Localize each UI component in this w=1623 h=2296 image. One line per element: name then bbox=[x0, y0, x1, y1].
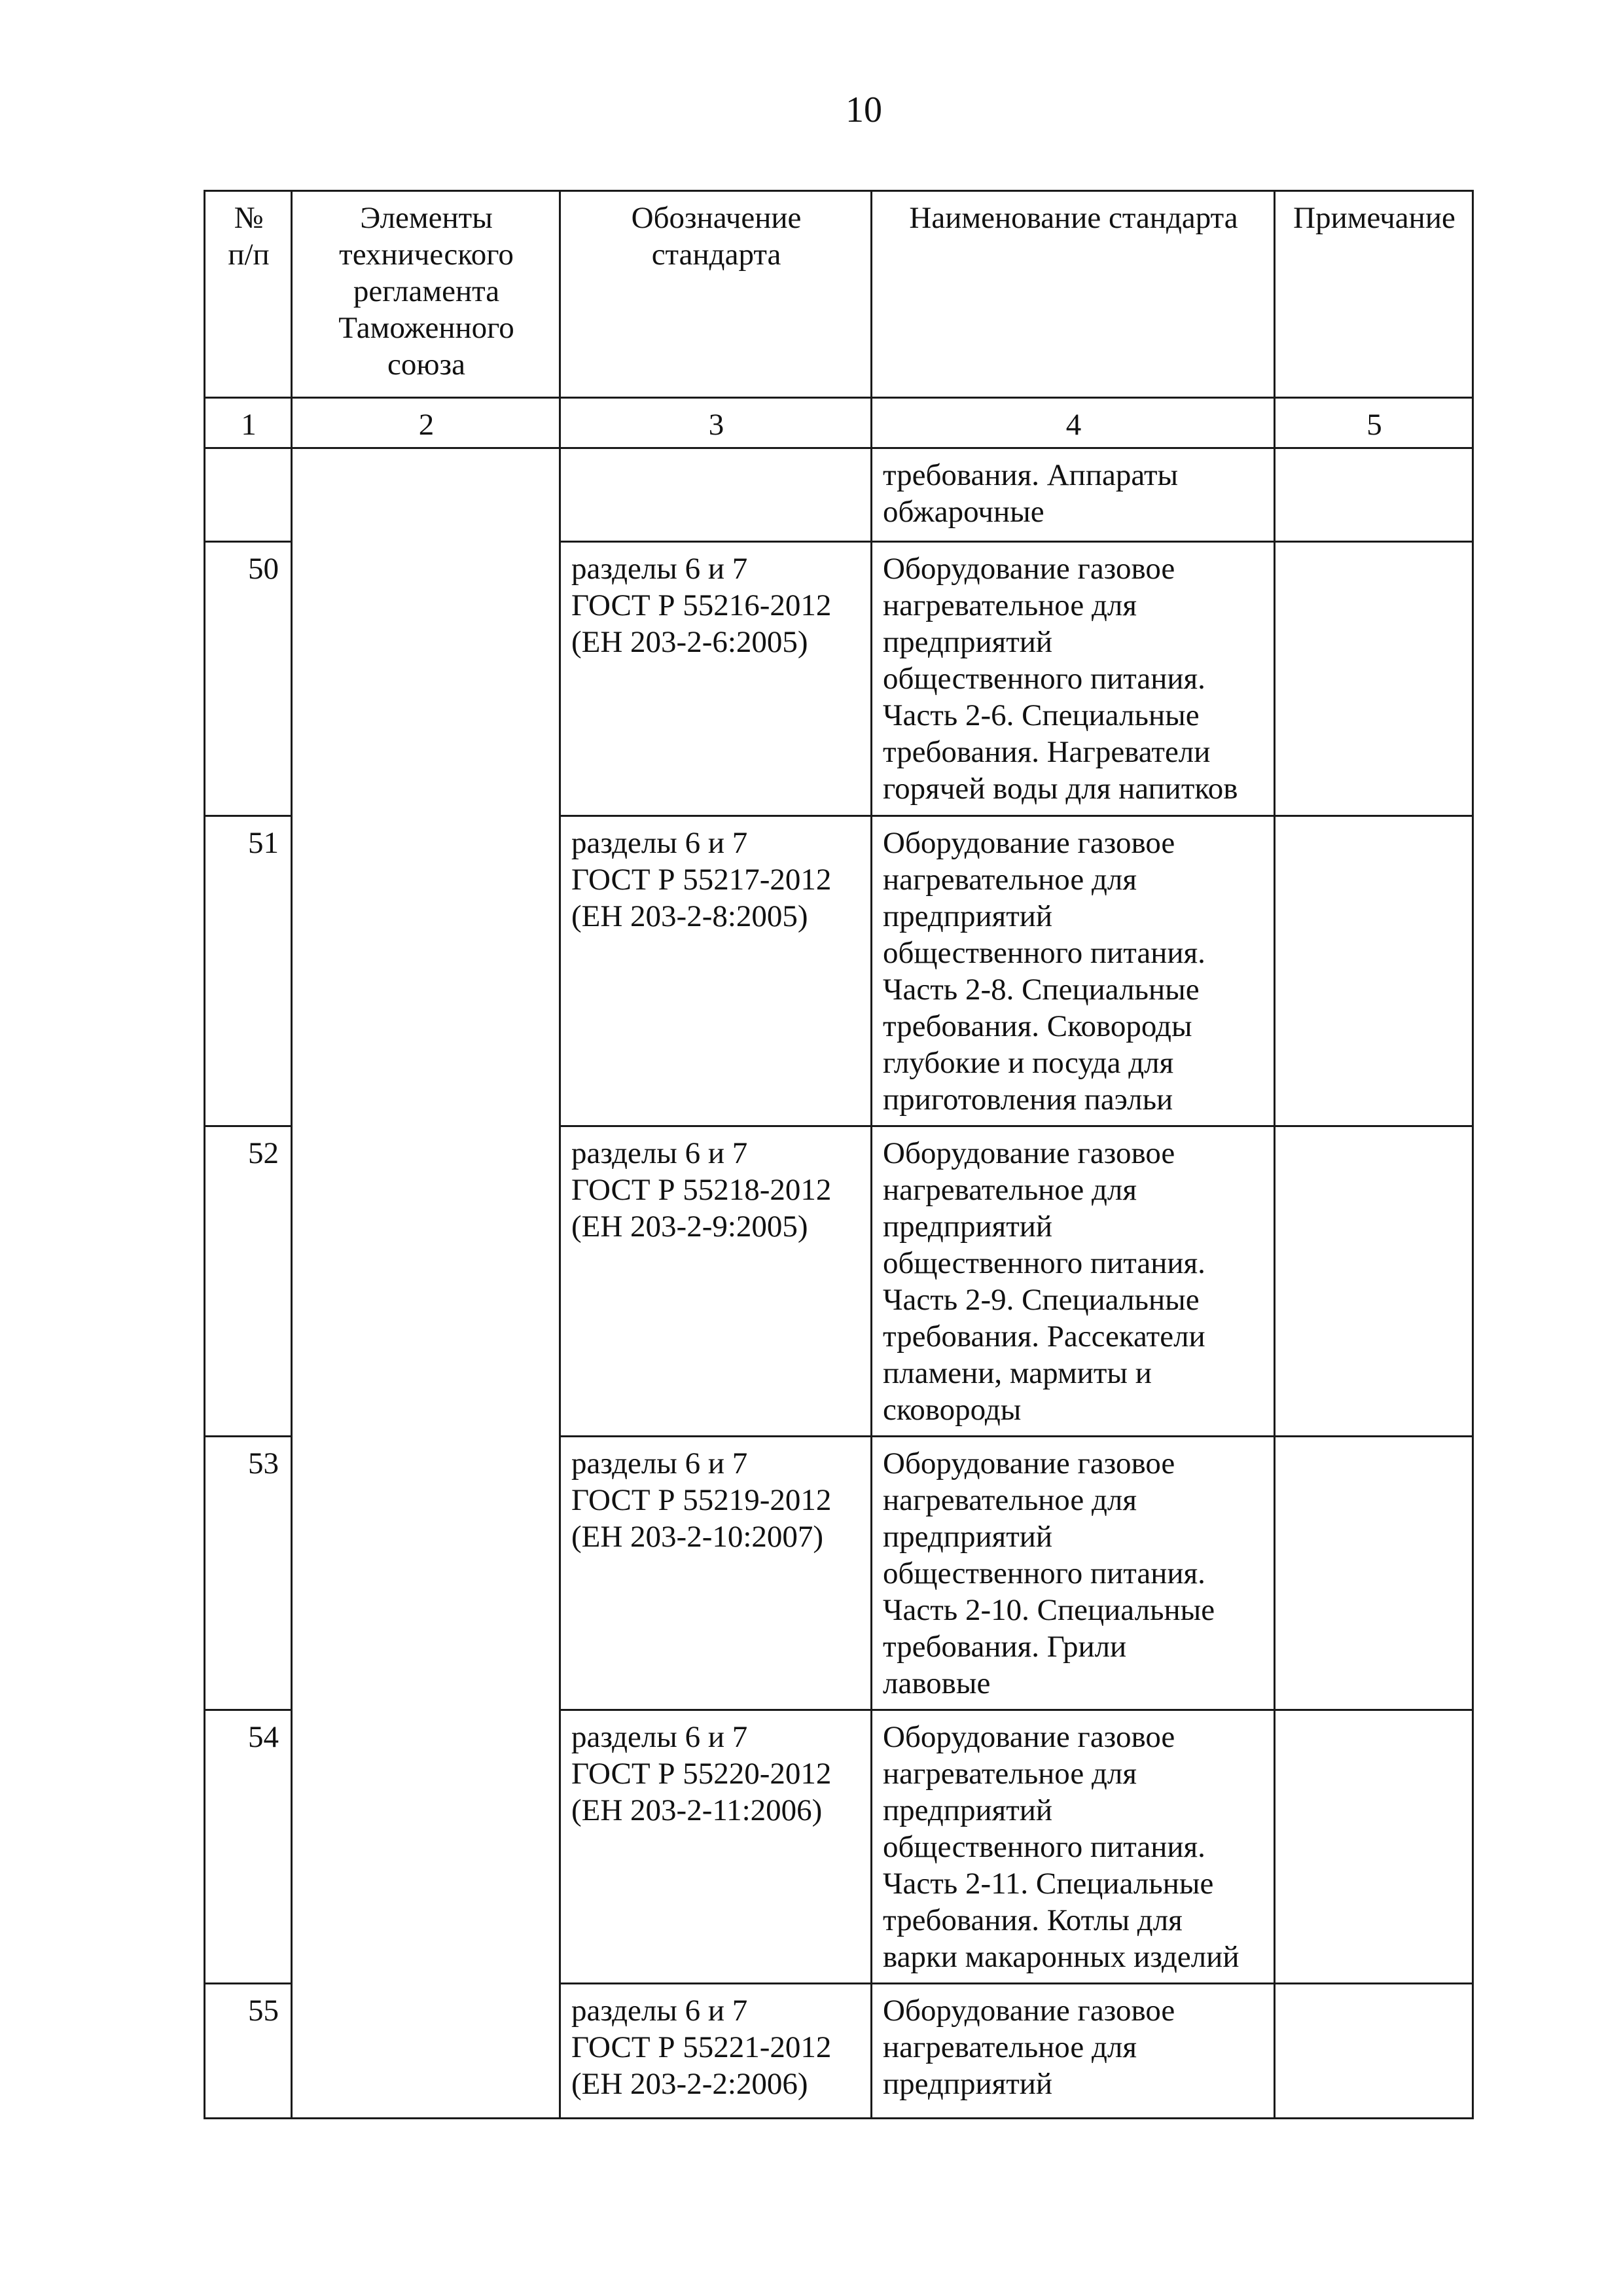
header-elements: Элементы технического регламента Таможенного союза bbox=[292, 191, 560, 398]
standard-name: Оборудование газовое нагревательное для предприятий общественного питания. Часть 2-9. Специальные требования. Рассекатели пламени, мармиты и сковороды bbox=[872, 1126, 1275, 1437]
row-number: 52 bbox=[205, 1126, 292, 1437]
tr-elements-cell bbox=[292, 448, 560, 2119]
standard-designation: разделы 6 и 7 ГОСТ Р 55221-2012 (ЕН 203-2-2:2006) bbox=[560, 1984, 872, 2119]
standard-designation: разделы 6 и 7 ГОСТ Р 55216-2012 (ЕН 203-2-6:2005) bbox=[560, 542, 872, 816]
header-num: № п/п bbox=[205, 191, 292, 398]
standard-designation: разделы 6 и 7 ГОСТ Р 55219-2012 (ЕН 203-2-10:2007) bbox=[560, 1437, 872, 1710]
row-number: 53 bbox=[205, 1437, 292, 1710]
page-number: 10 bbox=[846, 90, 882, 130]
header-standard-name: Наименование стандарта bbox=[872, 191, 1275, 398]
column-number: 2 bbox=[292, 398, 560, 448]
continuation-designation-cell bbox=[560, 448, 872, 542]
continuation-standard-name: требования. Аппараты обжарочные bbox=[872, 448, 1275, 542]
standard-designation: разделы 6 и 7 ГОСТ Р 55217-2012 (ЕН 203-2-8:2005) bbox=[560, 816, 872, 1126]
standard-name: Оборудование газовое нагревательное для предприятий bbox=[872, 1984, 1275, 2119]
column-number-row bbox=[205, 398, 1473, 448]
column-number: 4 bbox=[872, 398, 1275, 448]
row-number: 55 bbox=[205, 1984, 292, 2119]
standards-table bbox=[204, 190, 1474, 2119]
header-designation: Обозначение стандарта bbox=[560, 191, 872, 398]
continuation-num-cell bbox=[205, 448, 292, 542]
header-note: Примечание bbox=[1275, 191, 1473, 398]
standard-name: Оборудование газовое нагревательное для предприятий общественного питания. Часть 2-6. Специальные требования. Нагреватели горячей воды для напитков bbox=[872, 542, 1275, 816]
table-header-row bbox=[205, 191, 1473, 398]
note-cell bbox=[1275, 1710, 1473, 1984]
continuation-row bbox=[205, 448, 1473, 542]
row-number: 50 bbox=[205, 542, 292, 816]
note-cell bbox=[1275, 1126, 1473, 1437]
standard-designation: разделы 6 и 7 ГОСТ Р 55220-2012 (ЕН 203-2-11:2006) bbox=[560, 1710, 872, 1984]
standard-designation: разделы 6 и 7 ГОСТ Р 55218-2012 (ЕН 203-2-9:2005) bbox=[560, 1126, 872, 1437]
note-cell bbox=[1275, 816, 1473, 1126]
note-cell bbox=[1275, 1437, 1473, 1710]
standard-name: Оборудование газовое нагревательное для предприятий общественного питания. Часть 2-11. Специальные требования. Котлы для варки макаронных изделий bbox=[872, 1710, 1275, 1984]
row-number: 51 bbox=[205, 816, 292, 1126]
note-cell bbox=[1275, 542, 1473, 816]
note-cell bbox=[1275, 1984, 1473, 2119]
row-number: 54 bbox=[205, 1710, 292, 1984]
column-number: 3 bbox=[560, 398, 872, 448]
standard-name: Оборудование газовое нагревательное для предприятий общественного питания. Часть 2-10. Специальные требования. Грили лавовые bbox=[872, 1437, 1275, 1710]
column-number: 1 bbox=[205, 398, 292, 448]
column-number: 5 bbox=[1275, 398, 1473, 448]
standard-name: Оборудование газовое нагревательное для предприятий общественного питания. Часть 2-8. Специальные требования. Сковороды глубокие и посуда для приготовления паэльи bbox=[872, 816, 1275, 1126]
continuation-note-cell bbox=[1275, 448, 1473, 542]
